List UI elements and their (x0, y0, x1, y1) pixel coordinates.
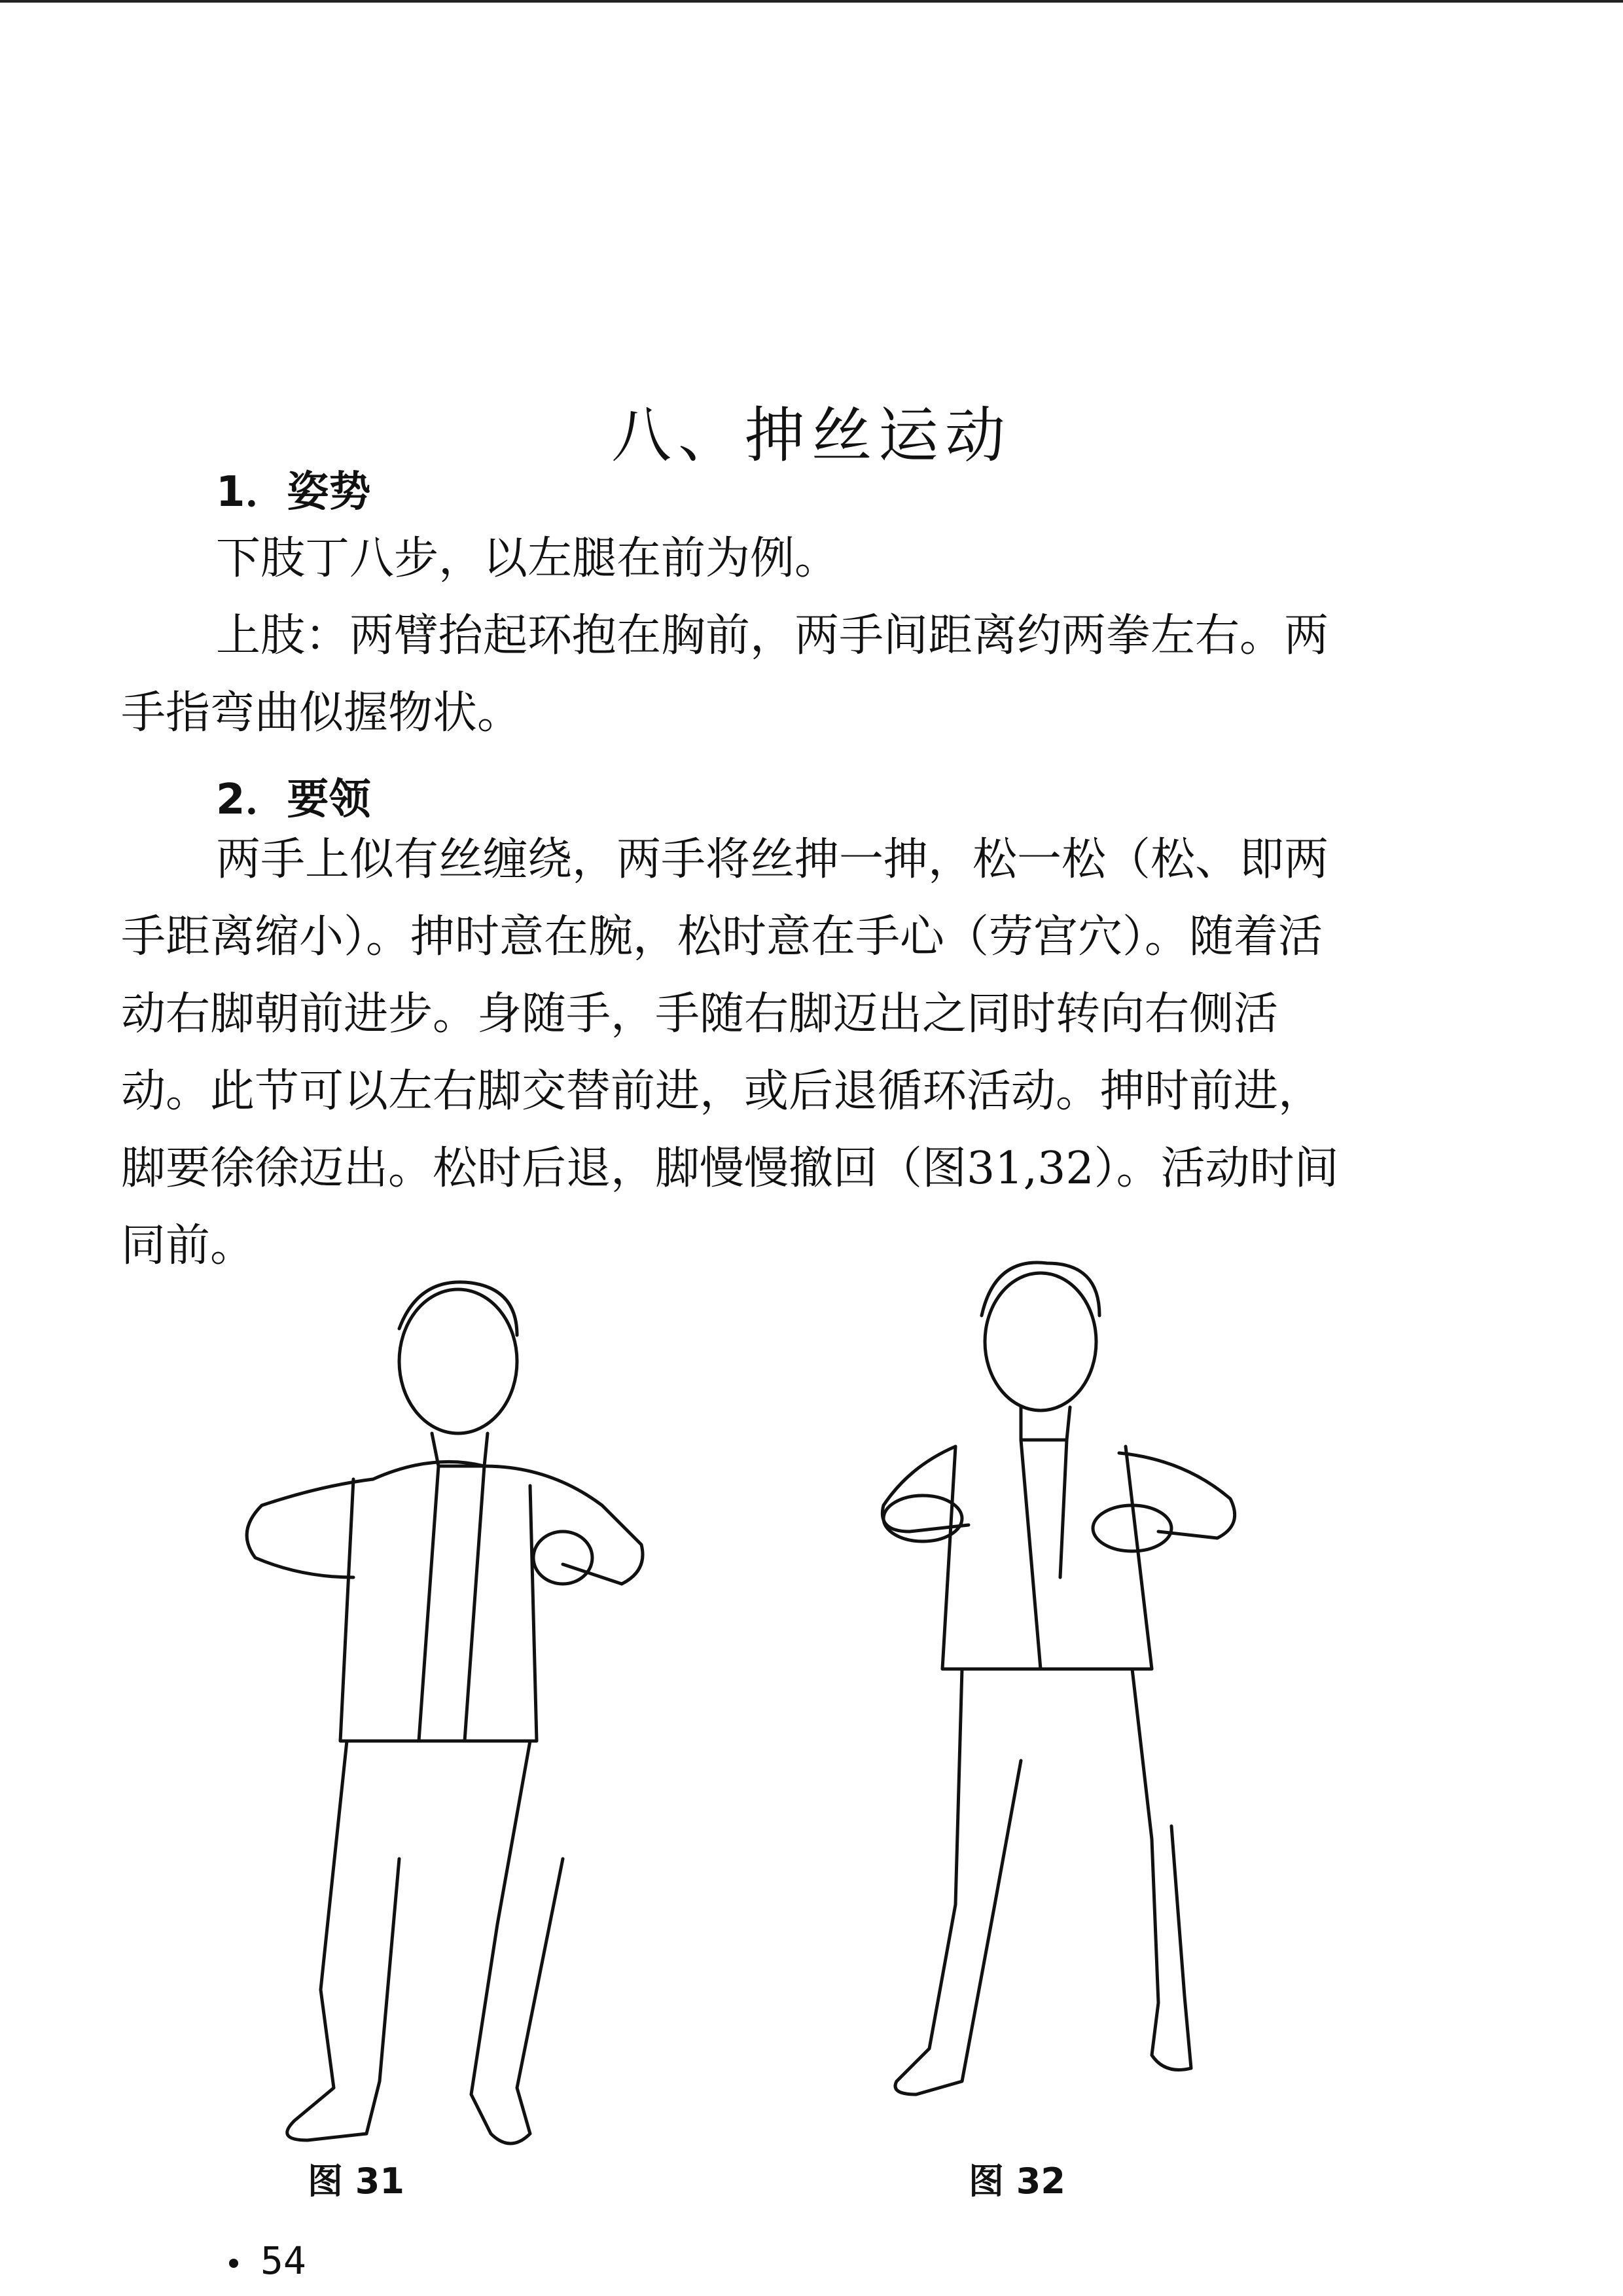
page-number (229, 2238, 306, 2283)
figure-32-illustration (844, 1250, 1263, 2101)
section-1-paragraph-1: 下肢丁八步，以左腿在前为例。 (216, 533, 840, 584)
figure-31-caption: 图 31 (308, 2161, 404, 2202)
page-number-text: 54 (260, 2238, 306, 2283)
fig31-left-leg (287, 1741, 399, 2140)
section-2-paragraph-1: 两手上似有丝缠绕，两手将丝抻一抻，松一松（松、即两手距离缩小）。抻时意在腕，松时意在手心（劳宫穴）。随着活动右脚朝前进步。身随手，手随右脚迈出之同时转向右侧活动。此节可以左右脚交替前进，或后退循环活动。抻时前进，脚要徐徐迈出。松时后退，脚慢慢撤回（图31,32）。活动时间同前。 (121, 834, 1339, 1272)
fig31-jacket (340, 1479, 537, 1741)
fig31-right-arm (373, 1462, 643, 1584)
section-2-heading: 2．要领 (216, 776, 371, 824)
fig32-left-leg (895, 1669, 1021, 2094)
fig31-right-hand (533, 1532, 592, 1584)
section-1-heading: 1．姿势 (216, 468, 371, 516)
bullet-dot-icon (229, 2259, 238, 2268)
section-1-paragraph-2: 上肢：两臂抬起环抱在胸前，两手间距离约两拳左右。两手指弯曲似握物状。 (121, 610, 1329, 739)
fig32-placket (1021, 1440, 1067, 1669)
fig32-hair (982, 1263, 1099, 1316)
figure-32-caption: 图 32 (969, 2161, 1065, 2202)
fig31-head (399, 1289, 517, 1433)
fig31-placket (419, 1466, 484, 1741)
page-title: 八、抻丝运动 (611, 400, 1012, 471)
fig32-right-leg (1132, 1669, 1191, 2070)
fig32-vest (942, 1446, 1152, 1669)
fig32-head (985, 1273, 1096, 1410)
fig32-neck (1021, 1407, 1070, 1440)
top-border (0, 0, 1623, 3)
figure-31-illustration (223, 1270, 681, 2166)
fig31-right-leg (471, 1741, 563, 2144)
